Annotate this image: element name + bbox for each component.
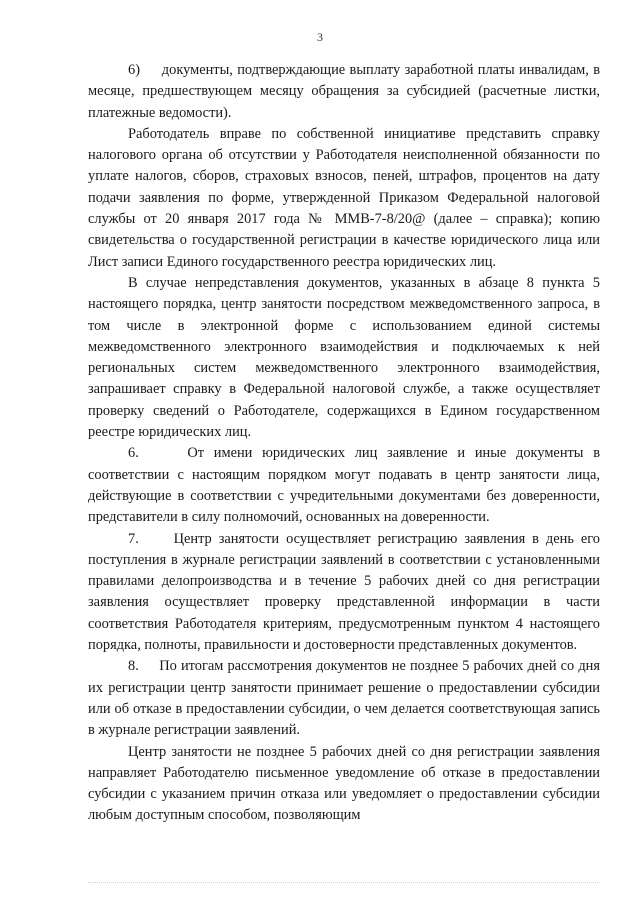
paragraph-item-6: 6) документы, подтверждающие выплату заработной платы инвалидам, в месяце, предшествующем месяцу обращения за субсидией (расчетные листки, платежные ведомости). xyxy=(88,62,600,121)
paragraph-employer-right: Работодатель вправе по собственной инициативе представить справку налогового органа об отсутствии у Работодателя неисполненной обязанности по уплате налогов, сборов, страховых взносов, пеней, штрафов, процентов на дату подачи заявления по форме, утвержденной Приказом Федеральной налоговой службы от 20 января 2017 года № ММВ-7-8/20@ (далее – справка); копию свидетельства о государственной регистрации в качестве юридического лица или Лист записи Единого государственного реестра юридических лиц. xyxy=(88,125,600,270)
scan-artifact-line xyxy=(88,882,600,887)
paragraph-clause-8: 8. По итогам рассмотрения документов не позднее 5 рабочих дней со дня их регистрации центр занятости принимает решение о предоставлении субсидии или об отказе в предоставлении субсидии, о чем делается соответствующая запись в журнале регистрации заявлений. xyxy=(88,658,600,739)
paragraph-clause-6: 6. От имени юридических лиц заявление и иные документы в соответствии с настоящим порядком могут подавать в центр занятости лица, действующие в соответствии с учредительными документами без доверенности, представители в силу полномочий, основанных на доверенности. xyxy=(88,445,600,526)
document-body xyxy=(88,60,600,827)
paragraph-non-submission: В случае непредставления документов, указанных в абзаце 8 пункта 5 настоящего порядка, центр занятости посредством межведомственного запроса, в том числе в электронной форме с использованием единой системы межведомственного электронного взаимодействия и подключаемых к ней региональных систем межведомственного электронного взаимодействия, запрашивает справку в Федеральной налоговой службе, а также осуществляет проверку сведений о Работодателе, содержащихся в Едином государственном реестре юридических лиц. xyxy=(88,274,600,441)
paragraph-notification: Центр занятости не позднее 5 рабочих дней со дня регистрации заявления направляет Работодателю письменное уведомление об отказе в предоставлении субсидии с указанием причин отказа или уведомляет о предоставлении субсидии любым доступным способом, позволяющим xyxy=(88,743,600,824)
page-number: 3 xyxy=(317,30,323,44)
paragraph-clause-7: 7. Центр занятости осуществляет регистрацию заявления в день его поступления в журнале регистрации заявлений в соответствии с установленными правилами делопроизводства и в течение 5 рабочих дней со дня регистрации заявления осуществляет проверку представленной информации в части соответствия Работодателя критериям, предусмотренным пунктом 4 настоящего порядка, полноты, правильности и достоверности представленных документов. xyxy=(88,530,600,654)
